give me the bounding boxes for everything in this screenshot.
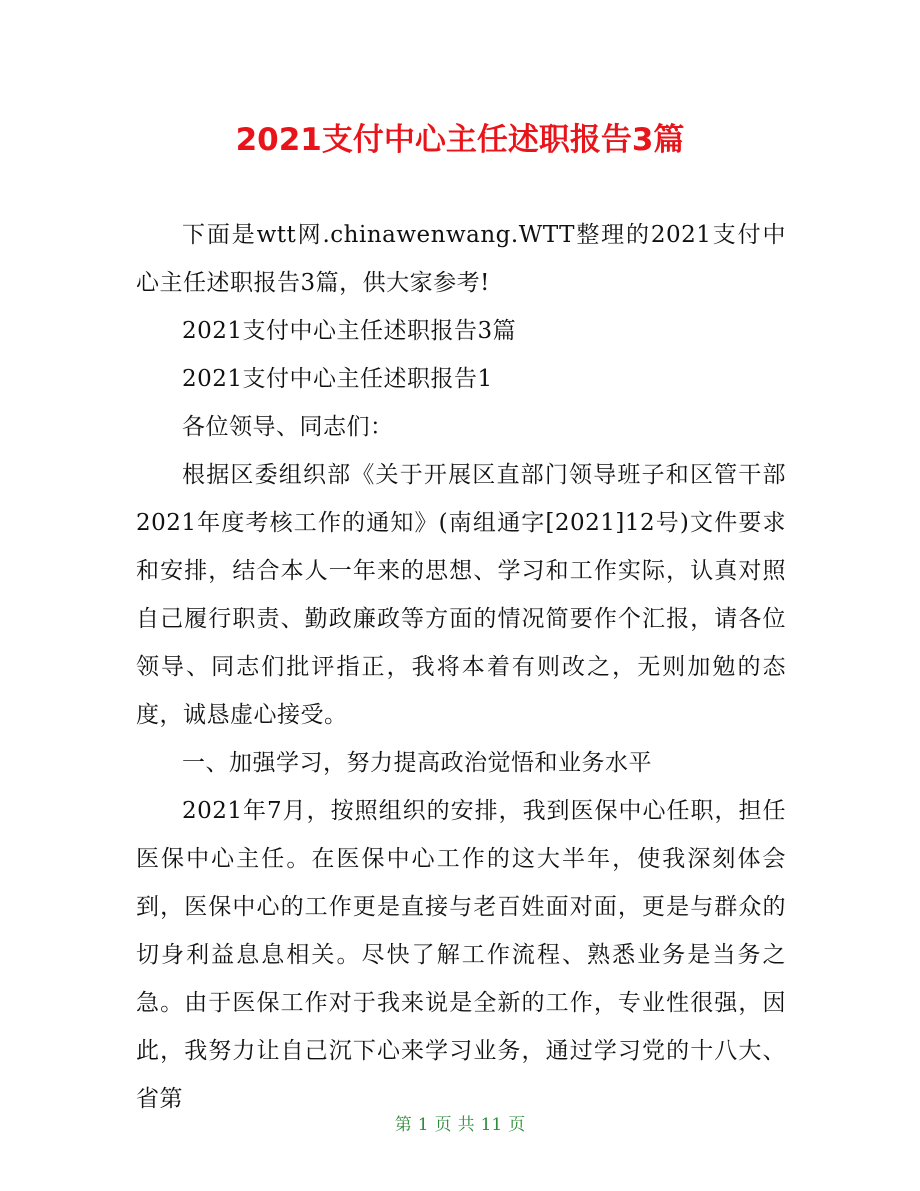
footer-label-total: 共 <box>457 1115 475 1135</box>
paragraph-section-heading: 一、加强学习，努力提高政治觉悟和业务水平 <box>182 750 652 776</box>
paragraph-section-body: 2021年7月，按照组织的安排，我到医保中心任职，担任医保中心主任。在医保中心工作的这大半年，使我深刻体会到，医保中心的工作更是直接与老百姓面对面，更是与群众的切身利益息息相关。尽快了解工作流程、熟悉业务是当务之急。由于医保工作对于我来说是全新的工作，专业性很强，因此，我努力让自己沉下心来学习业务，通过学习党的十八大、省第 <box>136 798 786 1112</box>
document-body <box>136 211 786 1123</box>
paragraph-report-heading: 2021支付中心主任述职报告1 <box>182 366 493 392</box>
page-footer <box>0 1112 920 1138</box>
paragraph-opening: 根据区委组织部《关于开展区直部门领导班子和区管干部2021年度考核工作的通知》(南组通字[2021]12号)文件要求和安排，结合本人一年来的思想、学习和工作实际，认真对照自己履行职责、勤政廉政等方面的情况简要作个汇报，请各位领导、同志们批评指正，我将本着有则改之，无则加勉的态度，诚恳虚心接受。 <box>136 462 786 728</box>
paragraph-subtitle: 2021支付中心主任述职报告3篇 <box>182 318 517 344</box>
footer-label-ye2: 页 <box>508 1115 526 1135</box>
paragraph-salutation: 各位领导、同志们： <box>182 414 394 440</box>
footer-total-pages: 11 <box>480 1115 503 1135</box>
footer-label-ye: 页 <box>434 1115 452 1135</box>
footer-current-page: 1 <box>417 1115 429 1135</box>
paragraph-intro: 下面是wtt网.chinawenwang.WTT整理的2021支付中心主任述职报告3篇，供大家参考! <box>136 222 786 296</box>
document-title: 2021支付中心主任述职报告3篇 <box>235 122 685 158</box>
footer-label-page: 第 <box>394 1115 412 1135</box>
